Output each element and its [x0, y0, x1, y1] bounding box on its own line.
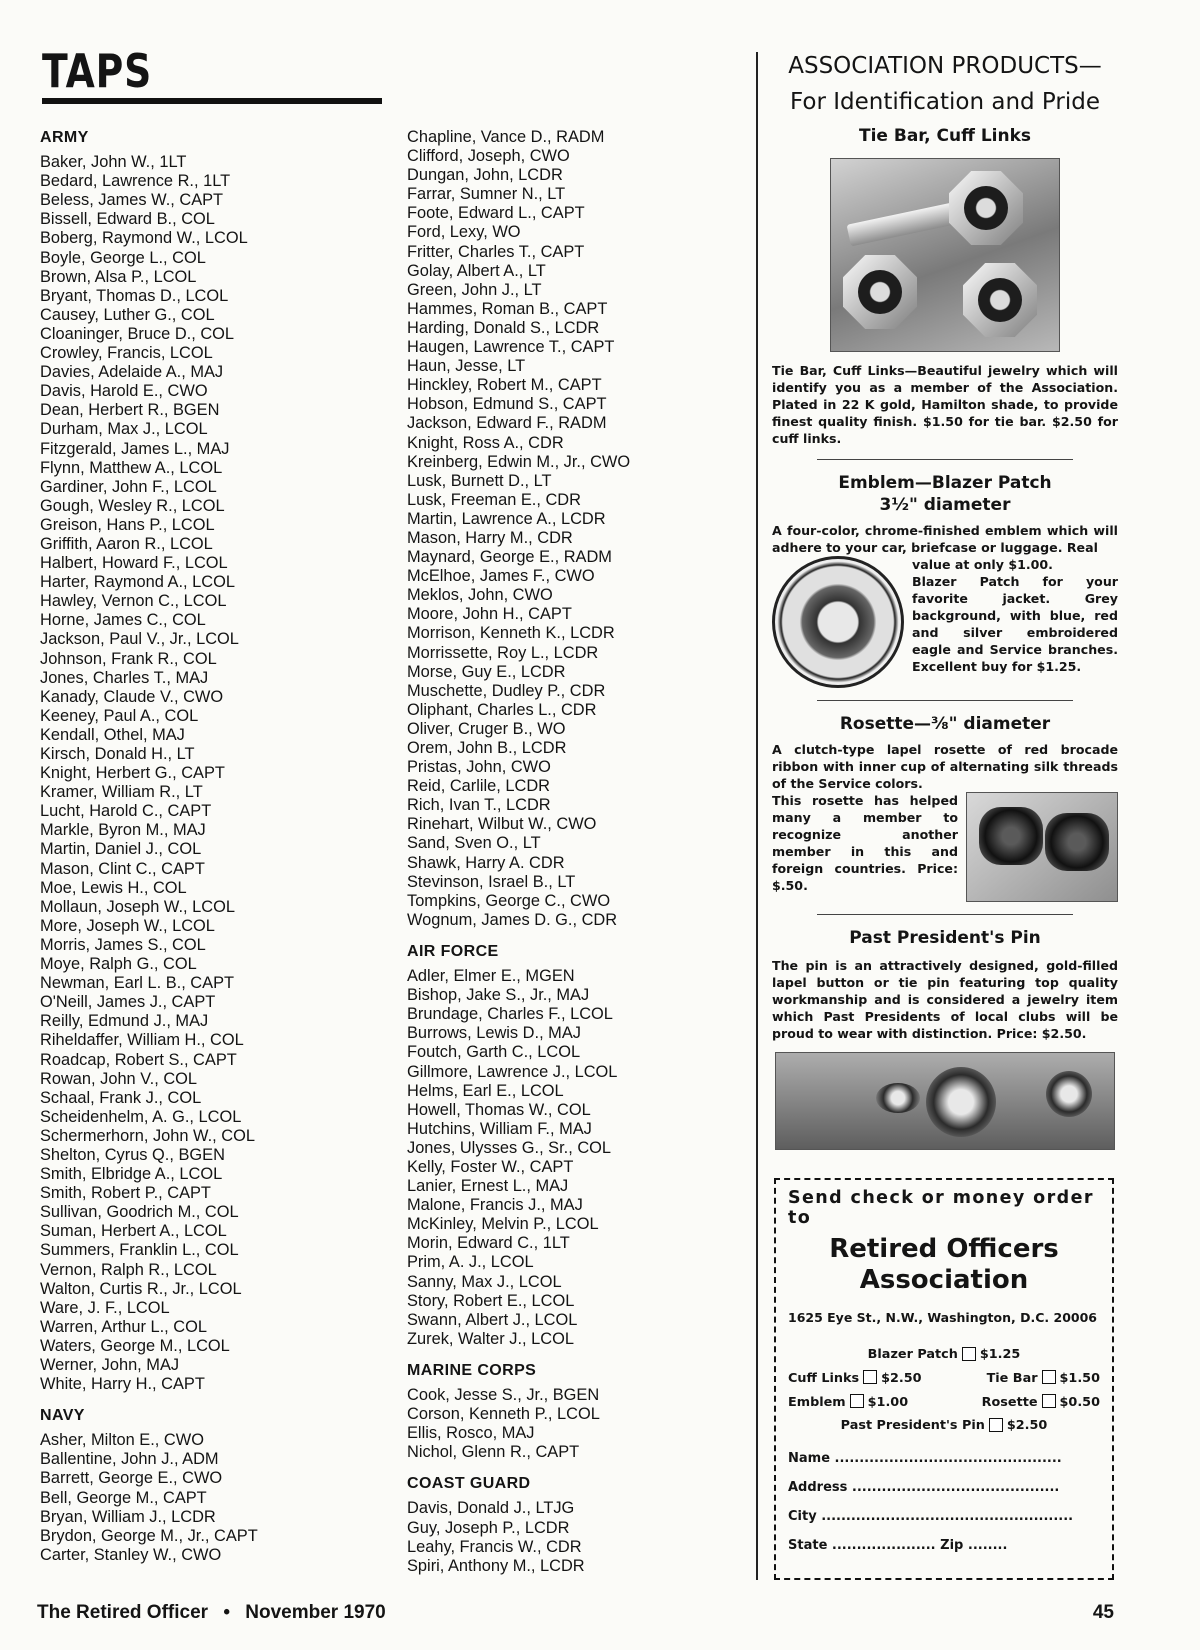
name-entry: Stevinson, Israel B., LT	[407, 872, 576, 891]
order-row-cuff-tie	[788, 1370, 1100, 1386]
name-entry: McKinley, Melvin P., LCOL	[407, 1215, 599, 1234]
cuff-link-left-image	[843, 255, 917, 329]
emblem-title-line2: 3½" diameter	[879, 495, 1011, 515]
name-entry: Smith, Elbridge A., LCOL	[40, 1165, 223, 1184]
name-entry: Swann, Albert J., LCOL	[407, 1310, 578, 1329]
emblem-section	[772, 556, 1118, 688]
emblem-seal-image	[772, 556, 904, 688]
name-entry: Jones, Charles T., MAJ	[40, 668, 209, 687]
name-entry: Foote, Edward L., CAPT	[407, 204, 585, 223]
name-entry: Rowan, John V., COL	[40, 1069, 198, 1088]
name-entry: Bedard, Lawrence R., 1LT	[40, 172, 231, 191]
name-entry: Markle, Byron M., MAJ	[40, 821, 206, 840]
emblem-octagon-image	[949, 171, 1023, 245]
name-entry: Keeney, Paul A., COL	[40, 706, 199, 725]
name-entry: Morrissette, Roy L., LCDR	[407, 643, 599, 662]
page-title: TAPS	[42, 44, 153, 98]
name-entry: Jackson, Edward F., RADM	[407, 414, 607, 433]
names-column-2	[407, 128, 630, 1576]
name-entry: Farrar, Sumner N., LT	[407, 185, 566, 204]
name-entry: Gough, Wesley R., LCOL	[40, 496, 225, 515]
tie-bar-cuff-links-photo	[830, 158, 1060, 352]
name-entry: Bell, George M., CAPT	[40, 1488, 207, 1507]
name-entry: Werner, John, MAJ	[40, 1356, 180, 1374]
rosette-side-text	[772, 792, 958, 902]
name-entry: Corson, Kenneth P., LCOL	[407, 1405, 600, 1424]
name-entry: Bryan, William J., LCDR	[40, 1507, 216, 1526]
tie-bar-option	[987, 1370, 1100, 1386]
name-entry: Summers, Franklin L., COL	[40, 1241, 239, 1260]
organization-name	[788, 1234, 1100, 1296]
name-entry: Asher, Milton E., CWO	[40, 1431, 204, 1450]
name-entry: Meklos, John, CWO	[407, 586, 553, 605]
blazer-patch-label: Blazer Patch	[912, 574, 1020, 589]
name-entry: White, Harry H., CAPT	[40, 1375, 205, 1394]
name-entry: Lusk, Burnett D., LT	[407, 471, 552, 490]
name-entry: Rich, Ivan T., LCDR	[407, 796, 551, 815]
name-entry: Hawley, Vernon C., LCOL	[40, 592, 227, 611]
rosette-option-label: Rosette	[981, 1395, 1038, 1410]
name-entry: Adler, Elmer E., MGEN	[407, 967, 575, 986]
name-entry: Davis, Harold E., CWO	[40, 382, 208, 401]
name-entry: Oliphant, Charles L., CDR	[407, 700, 597, 719]
section-heading: COAST GUARD	[407, 1475, 531, 1493]
rosette-photo	[966, 792, 1118, 902]
name-entry: Haun, Jesse, LT	[407, 357, 526, 376]
name-entry: Morrison, Kenneth K., LCDR	[407, 624, 615, 643]
name-entry: Lanier, Ernest L., MAJ	[407, 1177, 569, 1196]
name-entry: Prim, A. J., LCOL	[407, 1253, 534, 1272]
name-entry: Morse, Guy E., LCDR	[407, 662, 566, 681]
name-entry: Mason, Clint C., CAPT	[40, 859, 205, 878]
emblem-option-price: $1.00	[867, 1395, 909, 1410]
name-entry: Cloaninger, Bruce D., COL	[40, 324, 235, 343]
rosette-option-price: $0.50	[1059, 1395, 1100, 1410]
title-rule	[42, 98, 382, 104]
name-entry: Halbert, Howard F., LCOL	[40, 554, 228, 573]
rosette-option	[982, 1394, 1100, 1410]
name-entry: Knight, Ross A., CDR	[407, 433, 564, 452]
past-presidents-pin-photo	[775, 1052, 1115, 1150]
name-entry: Davies, Adelaide A., MAJ	[40, 363, 224, 382]
name-entry: Lusk, Freeman E., CDR	[407, 490, 581, 509]
name-entry: Burrows, Lewis D., MAJ	[407, 1024, 581, 1043]
name-entry: Pristas, John, CWO	[407, 758, 551, 777]
name-entry: Morris, James S., COL	[40, 935, 206, 954]
name-entry: Moe, Lewis H., COL	[40, 878, 187, 897]
names-column-1	[40, 128, 258, 1565]
name-entry: Hobson, Edmund S., CAPT	[407, 395, 607, 414]
name-entry: Moore, John H., CAPT	[407, 605, 572, 624]
emblem-option	[788, 1394, 908, 1410]
name-entry: Harter, Raymond A., LCOL	[40, 573, 235, 592]
cuff-links-option-label: Cuff Links	[788, 1371, 860, 1386]
order-instructions: Send check or money order to	[788, 1188, 1094, 1228]
name-entry: Warren, Arthur L., COL	[40, 1317, 207, 1336]
emblem-title-line1: Emblem—Blazer Patch	[838, 473, 1052, 493]
name-entry: O'Neill, James J., CAPT	[40, 993, 216, 1012]
name-entry: Helms, Earl E., LCOL	[407, 1081, 564, 1100]
divider	[817, 914, 1073, 915]
state-zip-field[interactable]: State ..................... Zip ........	[788, 1538, 1008, 1553]
products-heading-line2: For Identification and Pride	[789, 89, 1100, 115]
name-entry: Waters, George M., LCOL	[40, 1336, 230, 1355]
emblem-title	[772, 472, 1118, 516]
name-entry: Bishop, Jake S., Jr., MAJ	[407, 986, 590, 1005]
section-heading: ARMY	[40, 129, 89, 146]
rosette-checkbox[interactable]	[1042, 1394, 1056, 1408]
name-entry: Crowley, Francis, LCOL	[40, 344, 213, 363]
cuff-link-right-image	[963, 263, 1037, 337]
tie-bar-option-price: $1.50	[1059, 1371, 1100, 1386]
name-entry: Bryant, Thomas D., LCOL	[40, 286, 229, 305]
organization-address: 1625 Eye St., N.W., Washington, D.C. 20006	[788, 1310, 1098, 1325]
name-entry: Morin, Edward C., 1LT	[407, 1234, 570, 1253]
name-entry: Ware, J. F., LCOL	[40, 1298, 170, 1317]
name-entry: Martin, Daniel J., COL	[40, 840, 202, 859]
name-entry: Chapline, Vance D., RADM	[407, 128, 605, 146]
state-field-label: State	[788, 1538, 828, 1553]
tie-bar-description: Tie Bar, Cuff Links—Beautiful jewelry which will identify you as a member of the Association. Plated in 22 K gold, Hamilton shade, to provide finest quality finish. $1.50 for tie bar. $2.50 for cuff links.	[772, 363, 1118, 446]
name-entry: Greison, Hans P., LCOL	[40, 515, 215, 534]
name-entry: Gillmore, Lawrence J., LCOL	[407, 1062, 618, 1081]
section-heading: AIR FORCE	[407, 942, 499, 960]
name-entry: Ballentine, John J., ADM	[40, 1450, 219, 1469]
name-entry: Fritter, Charles T., CAPT	[407, 242, 585, 261]
name-entry: Kirsch, Donald H., LT	[40, 745, 195, 763]
cuff-links-option	[788, 1370, 922, 1386]
name-entry: Maynard, George E., RADM	[407, 548, 612, 567]
name-entry: McElhoe, James F., CWO	[407, 567, 595, 586]
blazer-patch-option-price: $1.25	[979, 1347, 1021, 1362]
name-entry: Orem, John B., LCDR	[407, 739, 567, 757]
name-entry: Johnson, Frank R., COL	[40, 649, 217, 668]
name-entry: Foutch, Garth C., LCOL	[407, 1043, 581, 1062]
name-entry: Zurek, Walter J., LCOL	[407, 1329, 574, 1348]
name-entry: Flynn, Matthew A., LCOL	[40, 458, 223, 477]
cuff-links-checkbox[interactable]	[863, 1370, 877, 1384]
name-entry: Roadcap, Robert S., CAPT	[40, 1050, 237, 1069]
organization-name-line1: Retired Officers	[829, 1234, 1059, 1264]
name-entry: Wognum, James D. G., CDR	[407, 910, 618, 929]
emblem-checkbox[interactable]	[850, 1394, 864, 1408]
name-entry: Kelly, Foster W., CAPT	[407, 1157, 574, 1176]
address-field-label: Address	[788, 1480, 848, 1495]
past-presidents-pin-description: The pin is an attractively designed, gold-filled lapel button or tie pin featuring top quality workmanship and is considered a jewelry item which Past Presidents of local clubs will be proud to wear with distinction. Price: $2.50.	[772, 958, 1118, 1041]
blazer-patch-description: for your favorite jacket. Grey background, with blue, red and silver embroidered eagle and Service branches. Excellent buy for $1.25.	[912, 574, 1118, 674]
name-entry: Reid, Carlile, LCDR	[407, 777, 551, 796]
rosette-section	[772, 792, 1118, 902]
name-entry: Green, John J., LT	[407, 280, 542, 299]
name-entry: Guy, Joseph P., LCDR	[407, 1518, 570, 1537]
name-entry: Hutchins, William F., MAJ	[407, 1119, 592, 1138]
past-presidents-pin-title: Past President's Pin	[849, 928, 1041, 948]
page-footer	[37, 1602, 386, 1624]
pin-clasp-image	[876, 1083, 920, 1113]
name-field-label: Name	[788, 1451, 831, 1466]
name-entry: Barrett, George E., CWO	[40, 1469, 223, 1488]
name-entry: Harding, Donald S., LCDR	[407, 318, 600, 337]
name-entry: Sand, Sven O., LT	[407, 834, 541, 853]
emblem-price-text: value at only $1.00.	[912, 557, 1053, 572]
emblem-option-label: Emblem	[788, 1395, 846, 1410]
name-entry: Griffith, Aaron R., LCOL	[40, 534, 213, 553]
name-entry: Walton, Curtis R., Jr., LCOL	[40, 1279, 242, 1298]
name-entry: Kendall, Othel, MAJ	[40, 725, 185, 744]
name-entry: Story, Robert E., LCOL	[407, 1291, 575, 1310]
name-entry: Davis, Donald J., LTJG	[407, 1499, 575, 1518]
name-entry: Riheldaffer, William H., COL	[40, 1031, 244, 1050]
name-entry: Hinckley, Robert M., CAPT	[407, 376, 602, 395]
name-entry: Cook, Jesse S., Jr., BGEN	[407, 1386, 600, 1404]
name-entry: Rinehart, Wilbut W., CWO	[407, 815, 597, 834]
name-entry: Baker, John W., 1LT	[40, 153, 187, 172]
name-entry: Tompkins, George C., CWO	[407, 891, 611, 910]
name-entry: Beless, James W., CAPT	[40, 191, 224, 210]
name-entry: Reilly, Edmund J., MAJ	[40, 1012, 209, 1031]
rosette-description: This rosette has helped many a member to recognize another member in this and foreign countries. Price:	[772, 793, 958, 876]
products-panel	[772, 48, 1118, 1150]
rosette-front-image	[979, 807, 1043, 865]
name-entry: Haugen, Lawrence T., CAPT	[407, 338, 615, 357]
rosette-price: $.50.	[772, 878, 808, 893]
name-entry: Kramer, William R., LT	[40, 783, 203, 802]
footer-publication: The Retired Officer	[37, 1602, 209, 1623]
order-row-pin	[788, 1418, 1100, 1433]
order-row-emblem-rosette	[788, 1394, 1100, 1410]
name-entry: Sanny, Max J., LCOL	[407, 1272, 562, 1291]
footer-date: November 1970	[245, 1602, 386, 1623]
name-entry: Golay, Albert A., LT	[407, 261, 546, 280]
zip-field-label: Zip	[940, 1538, 964, 1553]
name-entry: Malone, Francis J., MAJ	[407, 1196, 583, 1215]
section-heading: NAVY	[40, 1407, 85, 1425]
name-entry: Shelton, Cyrus Q., BGEN	[40, 1145, 225, 1164]
name-entry: Nichol, Glenn R., CAPT	[407, 1443, 580, 1462]
order-coupon	[774, 1178, 1114, 1580]
emblem-side-text	[912, 556, 1118, 688]
name-entry: Smith, Robert P., CAPT	[40, 1184, 211, 1203]
name-entry: Shawk, Harry A. CDR	[407, 853, 565, 872]
section-heading: MARINE CORPS	[407, 1361, 537, 1379]
name-entry: Vernon, Ralph R., LCOL	[40, 1260, 217, 1279]
name-entry: Moye, Ralph G., COL	[40, 955, 197, 974]
pin-back-image	[1046, 1071, 1092, 1117]
name-entry: Brundage, Charles F., LCOL	[407, 1005, 613, 1024]
pin-button-image	[926, 1067, 996, 1137]
pin-option-label: Past President's Pin	[840, 1418, 985, 1433]
blazer-patch-option-label: Blazer Patch	[867, 1347, 958, 1362]
name-entry: Suman, Herbert A., LCOL	[40, 1222, 227, 1241]
name-entry: Lucht, Harold C., CAPT	[40, 802, 212, 821]
rosette-title: Rosette—⅜" diameter	[839, 714, 1051, 734]
name-entry: Boberg, Raymond W., LCOL	[40, 229, 248, 248]
name-entry: Schermerhorn, John W., COL	[40, 1126, 255, 1145]
products-heading	[772, 48, 1118, 120]
name-entry: Hammes, Roman B., CAPT	[407, 299, 608, 318]
name-entry: Mason, Harry M., CDR	[407, 528, 573, 547]
name-entry: Jackson, Paul V., Jr., LCOL	[40, 630, 239, 649]
name-entry: Boyle, George L., COL	[40, 248, 206, 267]
name-entry: Ford, Lexy, WO	[407, 223, 521, 242]
name-entry: Howell, Thomas W., COL	[407, 1100, 591, 1119]
name-entry: Jones, Ulysses G., Sr., COL	[407, 1138, 612, 1157]
city-field[interactable]: City ...................................................	[788, 1509, 1074, 1524]
rosette-intro: A clutch-type lapel rosette of red brocade ribbon with inner cup of alternating silk threads of the Service colors.	[772, 742, 1118, 791]
name-entry: Brydon, George M., Jr., CAPT	[40, 1526, 258, 1545]
name-field[interactable]: Name ..............................................	[788, 1451, 1062, 1466]
address-field[interactable]: Address ..........................................	[788, 1480, 1060, 1495]
pin-option-price: $2.50	[1006, 1418, 1048, 1433]
name-entry: Mollaun, Joseph W., LCOL	[40, 897, 235, 916]
name-entry: Dungan, John, LCDR	[407, 166, 563, 185]
name-entry: Spiri, Anthony M., LCDR	[407, 1556, 585, 1575]
name-entry: Durham, Max J., LCOL	[40, 420, 208, 439]
name-entry: Dean, Herbert R., BGEN	[40, 401, 220, 420]
blazer-patch-checkbox[interactable]	[962, 1347, 976, 1361]
name-entry: Kreinberg, Edwin M., Jr., CWO	[407, 452, 631, 471]
name-entry: Martin, Lawrence A., LCDR	[407, 509, 606, 528]
name-entry: Scheidenhelm, A. G., LCOL	[40, 1107, 242, 1126]
name-entry: Muschette, Dudley P., CDR	[407, 681, 606, 700]
name-entry: Gardiner, John F., LCOL	[40, 477, 217, 496]
pin-checkbox[interactable]	[989, 1418, 1003, 1432]
tie-bar-option-label: Tie Bar	[986, 1371, 1038, 1386]
name-entry: Causey, Luther G., COL	[40, 305, 215, 324]
name-entry: More, Joseph W., LCOL	[40, 916, 215, 935]
name-entry: Kanady, Claude V., CWO	[40, 687, 224, 706]
rosette-back-image	[1045, 813, 1109, 871]
divider	[817, 700, 1073, 701]
name-entry: Clifford, Joseph, CWO	[407, 147, 570, 166]
name-entry: Bissell, Edward B., COL	[40, 210, 215, 229]
name-entry: Fitzgerald, James L., MAJ	[40, 439, 230, 458]
page-number: 45	[1092, 1602, 1114, 1623]
products-heading-line1: ASSOCIATION PRODUCTS—	[788, 53, 1102, 79]
order-row-blazer	[788, 1347, 1100, 1362]
cuff-links-option-price: $2.50	[881, 1371, 922, 1386]
emblem-intro: A four-color, chrome-finished emblem which will adhere to your car, briefcase or luggage. Real	[772, 523, 1118, 555]
name-entry: Schaal, Frank J., COL	[40, 1088, 202, 1107]
name-entry: Newman, Earl L. B., CAPT	[40, 974, 235, 993]
name-entry: Sullivan, Goodrich M., COL	[40, 1203, 239, 1222]
footer-bullet: •	[223, 1602, 230, 1623]
tie-bar-title: Tie Bar, Cuff Links	[858, 126, 1032, 146]
name-entry: Oliver, Cruger B., WO	[407, 719, 566, 738]
name-entry: Ellis, Rosco, MAJ	[407, 1424, 535, 1443]
name-entry: Horne, James C., COL	[40, 611, 206, 630]
name-entry: Knight, Herbert G., CAPT	[40, 764, 225, 783]
city-field-label: City	[788, 1509, 817, 1524]
divider	[817, 459, 1073, 460]
column-divider	[756, 52, 758, 1580]
name-entry: Carter, Stanley W., CWO	[40, 1545, 222, 1564]
organization-name-line2: Association	[859, 1265, 1029, 1295]
name-entry: Brown, Alsa P., LCOL	[40, 267, 197, 286]
name-entry: Leahy, Francis W., CDR	[407, 1537, 582, 1556]
tie-bar-checkbox[interactable]	[1042, 1370, 1056, 1384]
